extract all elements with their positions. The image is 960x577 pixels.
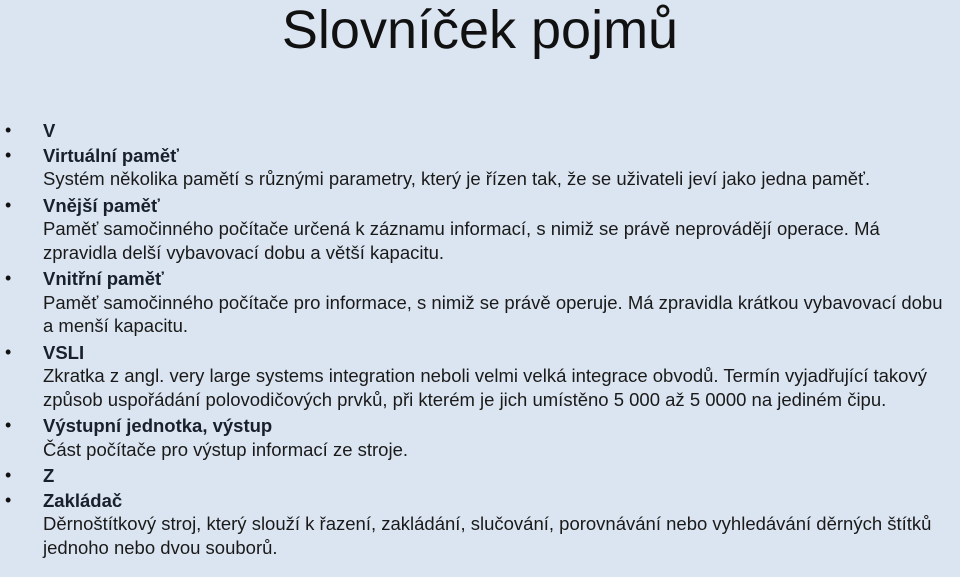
bullet-icon: • [5, 341, 12, 362]
glossary-term: Virtuální paměť [43, 144, 180, 166]
glossary-definition: Paměť samočinného počítače určená k záznamu informací, s nimiž se právě neprovádějí operace. Má zpravidla delší vybavovací dobu a větší kapacitu. [43, 218, 880, 263]
glossary-definition: Část počítače pro výstup informací ze stroje. [43, 438, 409, 460]
glossary-term: V [43, 120, 56, 141]
glossary-definition: Paměť samočinného počítače pro informace, s nimiž se právě operuje. Má zpravidla krátkou vybavovací dobu a menší kapacitu. [43, 291, 943, 336]
glossary-item-vsli [0, 341, 960, 412]
bullet-icon: • [5, 465, 12, 485]
glossary-term: Výstupní jednotka, výstup [43, 415, 273, 436]
bullet-icon: • [5, 415, 12, 435]
glossary-item-virtualni-pamet [0, 144, 960, 191]
glossary-definition: Zkratka z angl. very large systems integration neboli velmi velká integrace obvodů. Termín vyjadřující takový způsob uspořádání polovodičových prvků, při kterém je jich umístěno 5 000 až 5 0000 na jediném čipu. [43, 365, 927, 410]
slide-title: Slovníček pojmů [281, 0, 679, 60]
glossary-item-vnitrni-pamet [0, 267, 960, 338]
glossary-term: Zakládač [43, 489, 123, 511]
glossary-term: Z [43, 465, 55, 486]
bullet-icon: • [5, 144, 12, 165]
glossary-item-z [0, 464, 960, 488]
glossary-item-v [0, 119, 960, 143]
glossary-list [0, 119, 960, 562]
glossary-definition: Systém několika pamětí s různými parametry, který je řízen tak, že se uživateli jeví jako jedna paměť. [43, 168, 871, 189]
glossary-item-vnejsi-pamet [0, 194, 960, 265]
glossary-item-vystupni-jednotka [0, 414, 960, 461]
glossary-item-zakladac [0, 489, 960, 560]
bullet-icon: • [5, 268, 12, 288]
glossary-term: Vnější paměť [43, 194, 160, 216]
bullet-icon: • [5, 120, 12, 140]
bullet-icon: • [5, 194, 12, 215]
glossary-term: VSLI [43, 341, 85, 363]
bullet-icon: • [5, 489, 12, 510]
glossary-definition: Děrnoštítkový stroj, který slouží k řazení, zakládání, slučování, porovnávání nebo vyhledávání děrných štítků jednoho nebo dvou souborů. [43, 513, 932, 558]
glossary-term: Vnitřní paměť [43, 268, 164, 289]
